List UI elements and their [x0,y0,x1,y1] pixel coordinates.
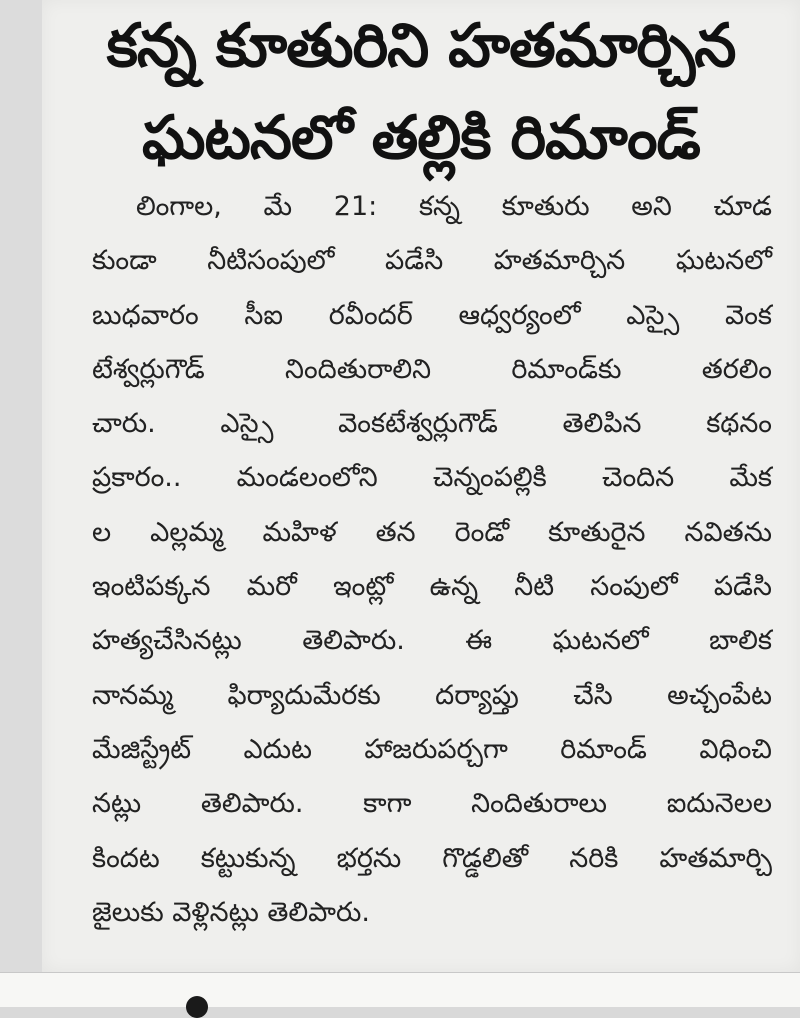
dot-icon [186,996,208,1018]
article-line: టేశ్వర్లుగౌడ్ నిందితురాలిని రిమాండ్‌కు తరలిం [92,353,772,385]
article-line: లింగాల, మే 21: కన్న కూతురు అని చూడ [136,191,772,222]
headline-line-2: ఘటనలో తల్లికి రిమాండ్ [142,103,700,173]
article-line: మేజిస్ట్రేట్ ఎదుట హాజరుపర్చగా రిమాండ్ విధించి [92,733,772,765]
article-line: చారు. ఎస్సై వెంకటేశ్వర్లుగౌడ్ తెలిపిన కథనం [92,408,772,440]
article-line: ప్రకారం.. మండలంలోని చెన్నంపల్లికి చెందిన మేక [92,462,772,494]
headline-line-1: కన్న కూతురిని హతమార్చిన [106,11,736,81]
article-line: కుండా నీటిసంపులో పడేసి హతమార్చిన ఘటనలో [92,245,772,277]
article-line: నట్లు తెలిపారు. కాగా నిందితురాలు ఐదునెలల [92,788,772,820]
article-line: బుధవారం సీఐ రవీందర్ ఆధ్వర్యంలో ఎస్సై వెంక [92,299,772,331]
article-body [92,180,772,940]
article-line: ఇంటిపక్కన మరో ఇంట్లో ఉన్న నీటి సంపులో పడేసి [92,571,772,603]
article-line: కిందట కట్టుకున్న భర్తను గొడ్డలితో నరికి హతమార్చి [92,842,772,874]
article-line: హత్యచేసినట్లు తెలిపారు. ఈ ఘటనలో బాలిక [92,625,772,657]
article-line: ల ఎల్లమ్మ మహిళ తన రెండో కూతురైన నవితను [92,516,772,548]
page-margin [0,0,42,1006]
headline [42,0,800,184]
bottom-strip [0,972,800,1007]
article-line: నానమ్మ ఫిర్యాదుమేరకు దర్యాప్తు చేసి అచ్చంపేట [92,679,772,711]
article-line: జైలుకు వెళ్లినట్లు తెలిపారు. [92,896,370,928]
